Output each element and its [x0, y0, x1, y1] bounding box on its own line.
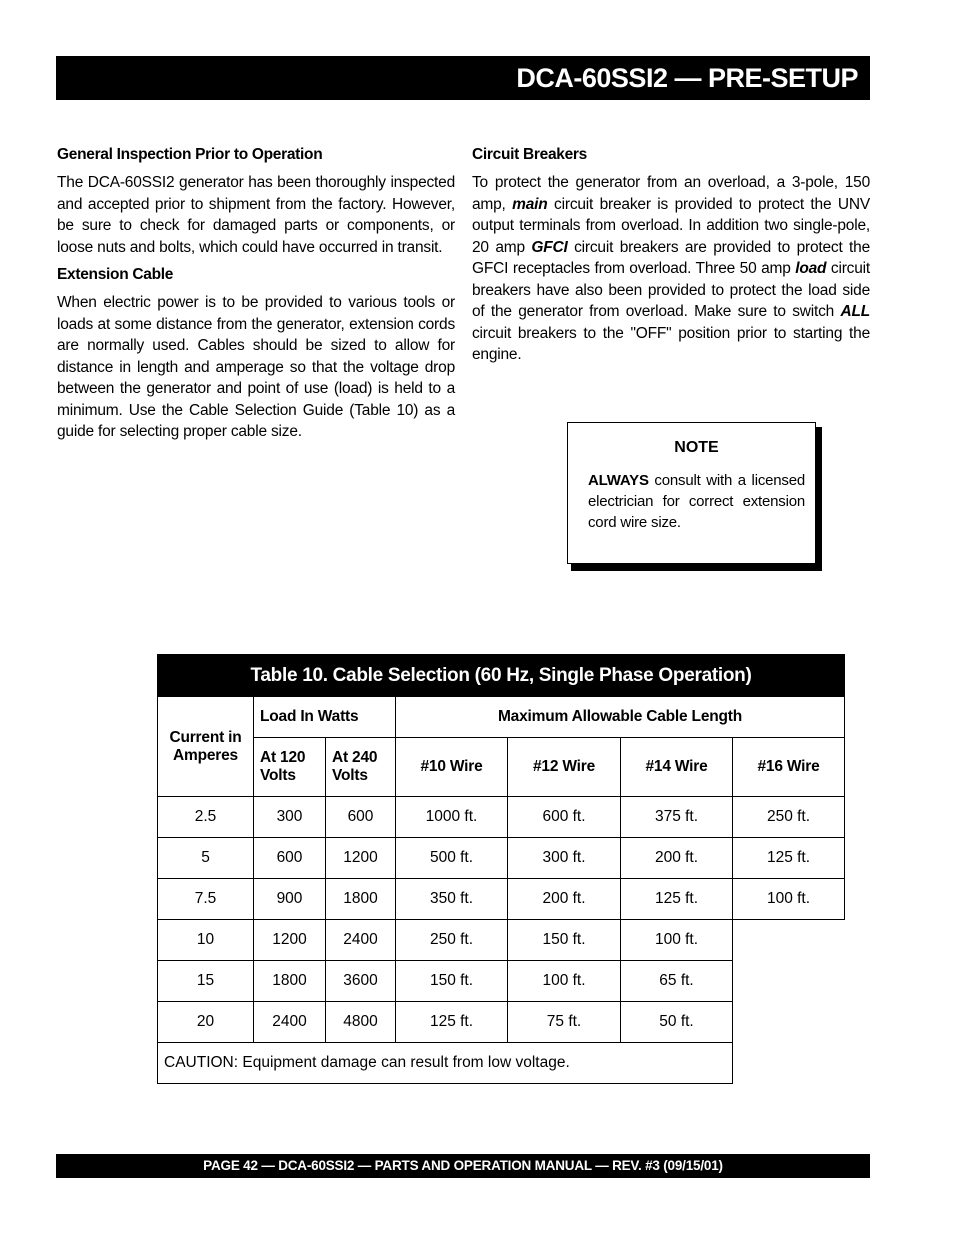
cell-wire-10: 1000 ft. [396, 797, 508, 838]
cb-em-main: main [512, 195, 548, 213]
header-max-length: Maximum Allowable Cable Length [396, 697, 845, 738]
header-wire-12: #12 Wire [508, 738, 621, 797]
header-current: Current in Amperes [158, 697, 254, 797]
cell-wire-12: 300 ft. [508, 838, 621, 879]
note-text [588, 470, 805, 533]
cell-current: 7.5 [158, 879, 254, 920]
cb-em-load: load [795, 260, 827, 277]
cell-wire-14: 100 ft. [621, 920, 733, 961]
cell-120: 2400 [254, 1002, 326, 1043]
note-bold: ALWAYS [588, 472, 649, 489]
cell-240: 2400 [326, 920, 396, 961]
cell-wire-10: 250 ft. [396, 920, 508, 961]
cb-text-4: circuit breakers have also been provided to protect the load side of the generator from overload. Make sure to switch [472, 260, 870, 320]
cell-current: 10 [158, 920, 254, 961]
cell-240: 600 [326, 797, 396, 838]
cell-wire-12: 100 ft. [508, 961, 621, 1002]
header-load-watts: Load In Watts [254, 697, 396, 738]
cell-empty [733, 1043, 845, 1084]
circuit-breakers-body [472, 172, 870, 366]
cell-120: 1800 [254, 961, 326, 1002]
cell-wire-12: 75 ft. [508, 1002, 621, 1043]
cell-wire-12: 600 ft. [508, 797, 621, 838]
cable-selection-table-wrap [157, 654, 845, 1084]
header-wire-10: #10 Wire [396, 738, 508, 797]
note-title: NOTE [674, 439, 719, 456]
table-row [158, 838, 845, 879]
cell-wire-16: 250 ft. [733, 797, 845, 838]
header-wire-14: #14 Wire [621, 738, 733, 797]
cell-240: 1800 [326, 879, 396, 920]
page-footer: PAGE 42 — DCA-60SSI2 — PARTS AND OPERATION MANUAL — REV. #3 (09/15/01) [56, 1154, 870, 1178]
cell-wire-16: 100 ft. [733, 879, 845, 920]
inspection-heading: General Inspection Prior to Operation [57, 146, 323, 163]
cell-current: 5 [158, 838, 254, 879]
cb-em-all: ALL [840, 303, 870, 320]
right-column [472, 144, 870, 372]
cell-240: 1200 [326, 838, 396, 879]
cb-em-gfci: GFCI [531, 238, 568, 256]
cb-text-1: To protect the generator from an overload, a 3-pole, 150 amp, [472, 174, 870, 213]
cell-wire-14: 50 ft. [621, 1002, 733, 1043]
extension-cable-heading: Extension Cable [57, 266, 174, 283]
cell-wire-14: 200 ft. [621, 838, 733, 879]
cell-wire-12: 150 ft. [508, 920, 621, 961]
table-row [158, 797, 845, 838]
cell-current: 15 [158, 961, 254, 1002]
cell-wire-14: 375 ft. [621, 797, 733, 838]
cb-text-2: circuit breaker is provided to protect the UNV output terminals from overload. In addition two single-pole, 20 amp [472, 195, 870, 256]
header-at-120: At 120 Volts [254, 738, 326, 797]
cell-wire-10: 150 ft. [396, 961, 508, 1002]
circuit-breakers-heading: Circuit Breakers [472, 146, 587, 163]
cell-current: 2.5 [158, 797, 254, 838]
cell-wire-12: 200 ft. [508, 879, 621, 920]
cell-empty [733, 961, 845, 1002]
cell-wire-14: 65 ft. [621, 961, 733, 1002]
note-box [567, 422, 816, 564]
cb-text-3: circuit breakers are provided to protect the GFCI receptacles from overload. Three 50 amp [472, 238, 870, 277]
caution-note: CAUTION: Equipment damage can result from low voltage. [158, 1043, 733, 1084]
extension-cable-body: When electric power is to be provided to various tools or loads at some distance from the generator, extension cords are normally used. Cables should be sized to allow for distance in length and amperage so that the voltage drop between the generator and point of use (load) is held to a minimum. Use the Cable Selection Guide (Table 10) as a guide for selecting proper cable size. [57, 294, 455, 440]
cell-empty [733, 1002, 845, 1043]
cell-wire-14: 125 ft. [621, 879, 733, 920]
table-row [158, 920, 845, 961]
cell-240: 3600 [326, 961, 396, 1002]
cell-wire-10: 125 ft. [396, 1002, 508, 1043]
cell-120: 300 [254, 797, 326, 838]
cell-120: 900 [254, 879, 326, 920]
cell-120: 1200 [254, 920, 326, 961]
table-row [158, 879, 845, 920]
cell-120: 600 [254, 838, 326, 879]
left-column [57, 144, 455, 449]
cell-wire-16: 125 ft. [733, 838, 845, 879]
cb-text-5: circuit breakers to the "OFF" position prior to starting the engine. [472, 324, 870, 363]
table-title: Table 10. Cable Selection (60 Hz, Single Phase Operation) [158, 655, 845, 697]
cell-empty [733, 920, 845, 961]
cable-selection-table [157, 654, 845, 1084]
note-body: consult with a licensed electrician for correct extension cord wire size. [588, 472, 805, 531]
cell-240: 4800 [326, 1002, 396, 1043]
header-wire-16: #16 Wire [733, 738, 845, 797]
cell-current: 20 [158, 1002, 254, 1043]
table-row [158, 961, 845, 1002]
page-header: DCA-60SSI2 — PRE-SETUP [56, 56, 870, 100]
header-at-240: At 240 Volts [326, 738, 396, 797]
cell-wire-10: 500 ft. [396, 838, 508, 879]
inspection-body: The DCA-60SSI2 generator has been thoroughly inspected and accepted prior to shipment from the factory. However, be sure to check for damaged parts or components, or loose nuts and bolts, which could have occurred in transit. [57, 174, 455, 256]
table-row [158, 1002, 845, 1043]
cell-wire-10: 350 ft. [396, 879, 508, 920]
